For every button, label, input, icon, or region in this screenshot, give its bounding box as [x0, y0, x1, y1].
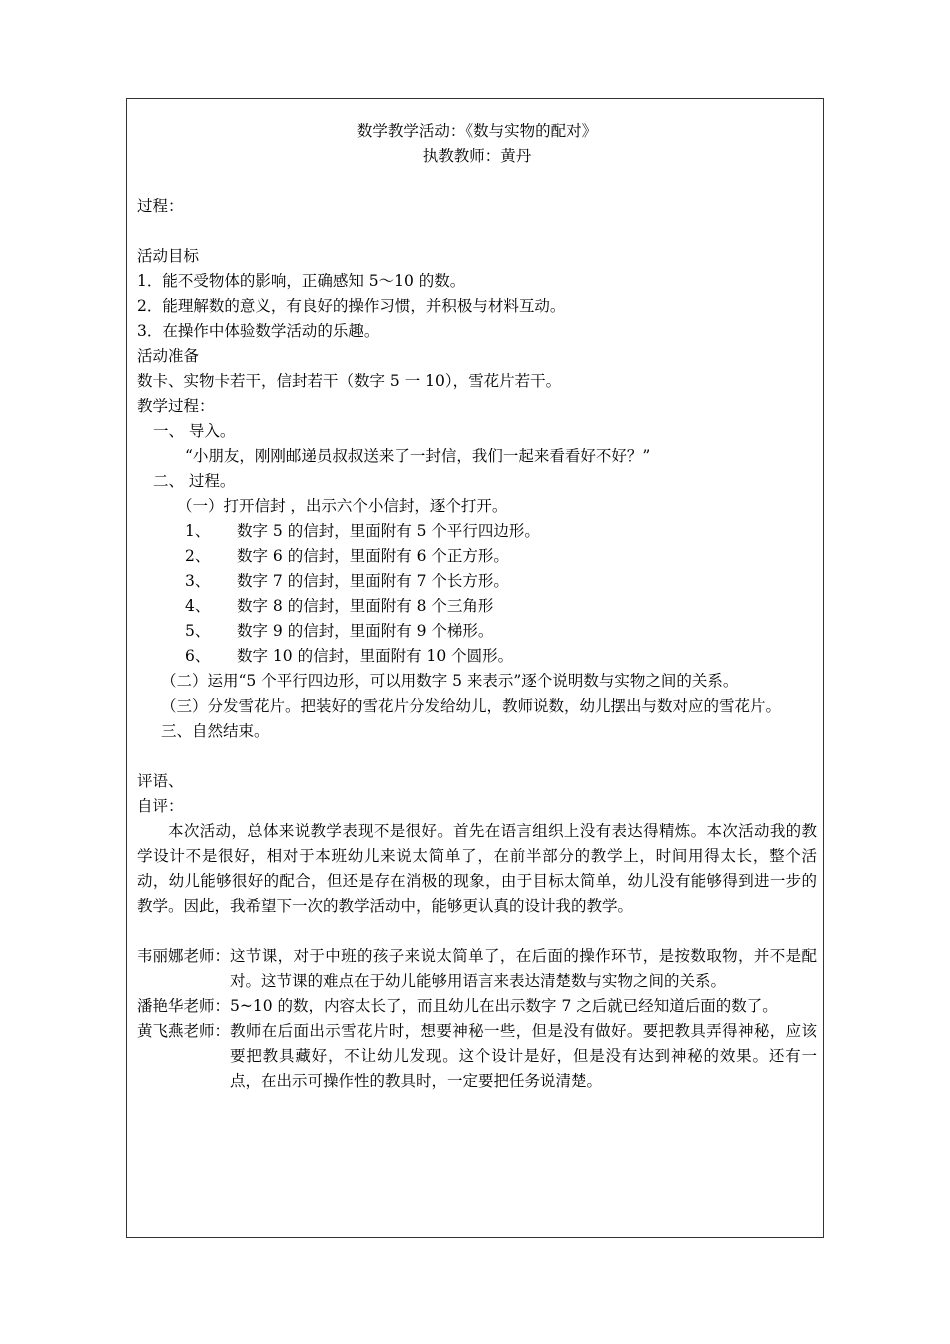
goal-item: 2．能理解数的意义，有良好的操作习惯，并积极与材料互动。	[137, 297, 566, 315]
document-content	[137, 119, 817, 1094]
sub-step-explain: （二）运用“5 个平行四边形，可以用数字 5 来表示”逐个说明数与实物之间的关系。	[161, 672, 739, 690]
goal-item: 1．能不受物体的影响，正确感知 5～10 的数。	[137, 272, 466, 290]
envelope-item: 1、 数字 5 的信封，里面附有 5 个平行四边形。	[185, 522, 540, 540]
teacher-line: 执教教师：黄丹	[422, 147, 532, 165]
teacher-remark	[137, 1019, 817, 1094]
self-review-text: 本次活动，总体来说教学表现不是很好。首先在语言组织上没有表达得精炼。本次活动我的教学设计不是很好，相对于本班幼儿来说太简单了，在前半部分的教学上，时间用得太长，整个活动，幼儿能够很好的配合，但还是存在消极的现象，由于目标太简单，幼儿没有能够得到进一步的教学。因此，我希望下一次的教学活动中，能够更认真的设计我的教学。	[137, 822, 817, 915]
intro-text: “小朋友，刚刚邮递员叔叔送来了一封信，我们一起来看看好不好？”	[185, 447, 651, 465]
remark-text: 教师在后面出示雪花片时，想要神秘一些，但是没有做好。要把教具弄得神秘，应该要把教具藏好，不让幼儿发现。这个设计是好，但是没有达到神秘的效果。还有一点，在出示可操作性的教具时，一定要把任务说清楚。	[230, 1022, 817, 1090]
remark-author: 黄飞燕老师：	[137, 1022, 231, 1040]
intro-label: 一、 导入。	[153, 422, 236, 440]
sub-step-distribute: （三）分发雪花片。把装好的雪花片分发给幼儿，教师说数，幼儿摆出与数对应的雪花片。	[161, 697, 782, 715]
envelope-item: 2、 数字 6 的信封，里面附有 6 个正方形。	[185, 547, 509, 565]
process-step-label: 二、 过程。	[153, 472, 236, 490]
sub-step-open-envelopes: （一）打开信封 ，出示六个小信封，逐个打开。	[177, 497, 508, 515]
envelope-item: 3、 数字 7 的信封，里面附有 7 个长方形。	[185, 572, 509, 590]
goals-heading: 活动目标	[137, 247, 200, 265]
teacher-remark	[137, 944, 817, 994]
envelope-item: 4、 数字 8 的信封，里面附有 8 个三角形	[185, 597, 494, 615]
comments-heading: 评语、	[137, 772, 184, 790]
envelope-item: 5、 数字 9 的信封，里面附有 9 个梯形。	[185, 622, 494, 640]
steps-heading: 教学过程：	[137, 397, 215, 415]
envelope-item: 6、 数字 10 的信封，里面附有 10 个圆形。	[185, 647, 514, 665]
remark-text: 5~10 的数，内容太长了，而且幼儿在出示数字 7 之后就已经知道后面的数了。	[230, 997, 778, 1015]
remark-author: 韦丽娜老师：	[137, 947, 231, 965]
prep-heading: 活动准备	[137, 347, 200, 365]
prep-text: 数卡、实物卡若干，信封若干（数字 5 一 10），雪花片若干。	[137, 372, 562, 390]
remark-text: 这节课，对于中班的孩子来说太简单了，在后面的操作环节，是按数取物，并不是配对。这节课的难点在于幼儿能够用语言来表达清楚数与实物之间的关系。	[230, 947, 817, 990]
document-frame	[126, 98, 824, 1238]
self-review-label: 自评：	[137, 797, 184, 815]
ending-step: 三、自然结束。	[161, 722, 270, 740]
process-label: 过程：	[137, 197, 184, 215]
document-title: 数学教学活动：《数与实物的配对》	[356, 122, 598, 140]
remark-author: 潘艳华老师：	[137, 997, 231, 1015]
goal-item: 3．在操作中体验数学活动的乐趣。	[137, 322, 380, 340]
teacher-remark	[137, 994, 817, 1019]
